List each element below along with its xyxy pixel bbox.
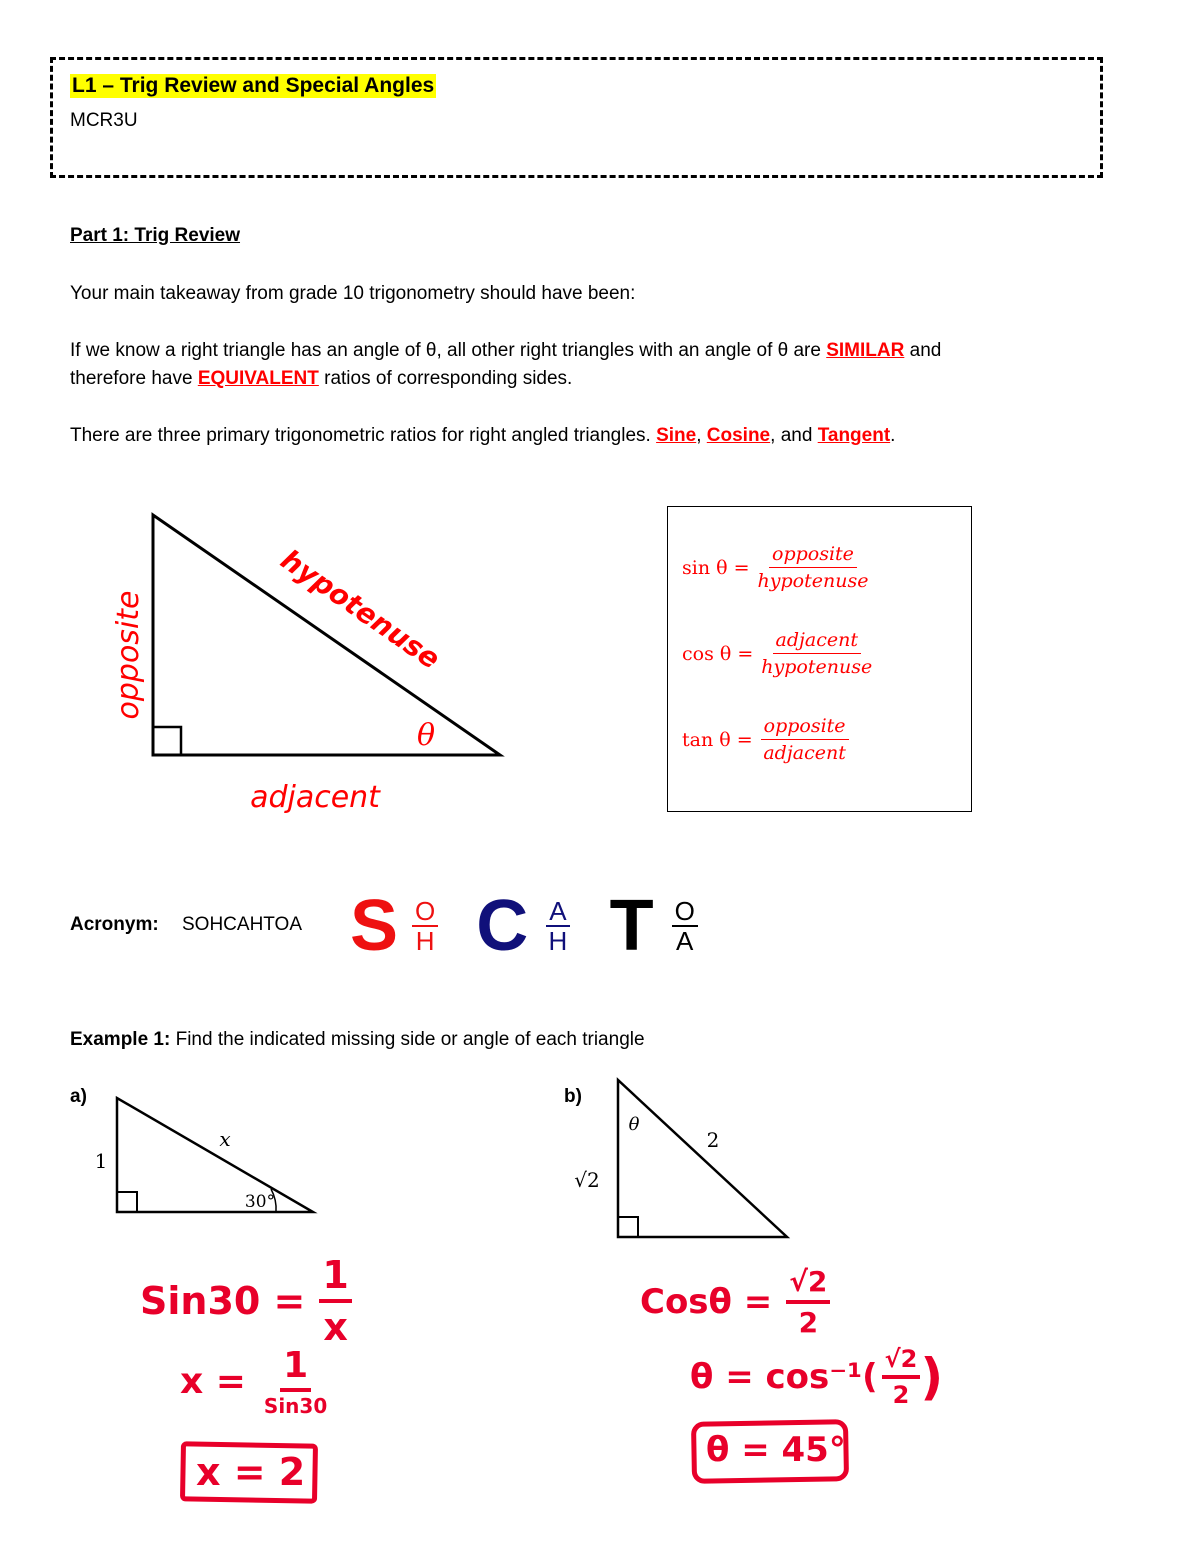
acronym-letter-c: C bbox=[476, 886, 529, 966]
example-b-hyp-label: 2 bbox=[706, 1128, 720, 1152]
cosine-word: Cosine bbox=[706, 425, 771, 446]
work-a-line2-fraction bbox=[264, 1345, 327, 1418]
work-a-line1-den: x bbox=[323, 1305, 348, 1349]
example-a-hyp-label: x bbox=[219, 1127, 231, 1151]
example1-heading-bold: Example 1: bbox=[70, 1029, 171, 1050]
work-a-line2-den: Sin30 bbox=[263, 1394, 328, 1418]
example-b-side-label: √2 bbox=[574, 1168, 600, 1192]
example-b-triangle bbox=[618, 1080, 787, 1237]
work-a-line1-num: 1 bbox=[319, 1253, 351, 1303]
tan-formula bbox=[682, 715, 849, 764]
acronym-word: SOHCAHTOA bbox=[182, 914, 303, 935]
ratios-comma: , bbox=[696, 425, 707, 446]
example-b-angle-label: θ bbox=[628, 1114, 640, 1135]
example-a-label: a) bbox=[70, 1086, 87, 1107]
work-b-line2 bbox=[690, 1345, 943, 1409]
cos-numerator: adjacent bbox=[773, 629, 861, 654]
acronym-o-1: O bbox=[412, 897, 438, 927]
sine-word: Sine bbox=[656, 425, 697, 446]
acronym-a-2: A bbox=[676, 926, 694, 956]
cos-formula bbox=[682, 629, 872, 678]
answer-a: x = 2 bbox=[196, 1450, 306, 1494]
work-b-line1-lhs: Cosθ = bbox=[640, 1282, 773, 1322]
similar-word: SIMILAR bbox=[826, 340, 905, 361]
example-a-side-label: 1 bbox=[94, 1149, 108, 1173]
acronym-letter-s: S bbox=[350, 886, 399, 966]
work-b-line2-lhs: θ = cos⁻¹( bbox=[690, 1357, 878, 1397]
tan-fraction bbox=[761, 715, 849, 764]
acronym-h-2: H bbox=[548, 926, 568, 956]
work-a-line1 bbox=[140, 1253, 352, 1349]
acronym-h-1: H bbox=[415, 926, 435, 956]
similar-text-1: If we know a right triangle has an angle of θ, all other right triangles with an angle of θ are bbox=[70, 340, 827, 361]
sin-formula bbox=[682, 543, 868, 592]
theta-label: θ bbox=[416, 718, 436, 753]
part1-intro: Your main takeaway from grade 10 trigonometry should have been: bbox=[70, 283, 636, 304]
work-b-line1 bbox=[640, 1265, 830, 1339]
work-b-line2-den: 2 bbox=[892, 1381, 910, 1409]
similar-text-4: ratios of corresponding sides. bbox=[318, 368, 573, 389]
work-a-line2-num: 1 bbox=[280, 1345, 311, 1392]
tan-denominator: adjacent bbox=[763, 742, 846, 764]
acronym-letter-t: T bbox=[609, 886, 654, 966]
work-b-line1-num: √2 bbox=[786, 1265, 830, 1304]
similar-text-2: and bbox=[904, 340, 942, 361]
acronym-o-2: O bbox=[672, 897, 698, 927]
cos-fraction bbox=[761, 629, 872, 678]
cos-denominator: hypotenuse bbox=[761, 656, 873, 678]
work-a-line2-lhs: x = bbox=[180, 1361, 246, 1402]
example-b-right-angle-marker bbox=[618, 1217, 638, 1237]
sin-numerator: opposite bbox=[769, 543, 857, 568]
work-a-line1-lhs: Sin30 = bbox=[140, 1279, 306, 1323]
adjacent-label: adjacent bbox=[250, 780, 380, 815]
equivalent-word: EQUIVALENT bbox=[197, 368, 319, 389]
example-a-triangle bbox=[117, 1098, 313, 1212]
example1-heading-text: Find the indicated missing side or angle of each triangle bbox=[170, 1029, 645, 1050]
work-b-line2-num: √2 bbox=[882, 1345, 921, 1379]
ratios-and: , and bbox=[770, 425, 818, 446]
acronym-label: Acronym: bbox=[70, 914, 159, 935]
work-b-line2-close: ) bbox=[920, 1348, 944, 1406]
example1-heading bbox=[70, 1026, 645, 1054]
opposite-label: opposite bbox=[111, 590, 146, 720]
main-triangle bbox=[153, 515, 500, 755]
tangent-word: Tangent bbox=[817, 425, 891, 446]
sin-fraction bbox=[758, 543, 869, 592]
cos-formula-lhs: cos θ = bbox=[682, 642, 754, 665]
ratios-period: . bbox=[890, 425, 896, 446]
formula-box bbox=[667, 506, 972, 812]
right-angle-marker bbox=[153, 727, 181, 755]
answer-b: θ = 45° bbox=[706, 1430, 846, 1470]
example-b-label: b) bbox=[564, 1086, 582, 1107]
example-a-angle-label: 30° bbox=[244, 1192, 276, 1212]
acronym-a-1: A bbox=[546, 897, 569, 927]
sin-formula-lhs: sin θ = bbox=[682, 556, 750, 579]
sin-denominator: hypotenuse bbox=[757, 570, 869, 592]
work-a-line2 bbox=[180, 1345, 327, 1418]
acronym-fraction-oh bbox=[412, 897, 438, 955]
ratios-text: There are three primary trigonometric ratios for right angled triangles. bbox=[70, 425, 657, 446]
part1-heading: Part 1: Trig Review bbox=[70, 225, 241, 246]
work-b-line2-fraction bbox=[882, 1345, 921, 1409]
hypotenuse-label: hypotenuse bbox=[274, 542, 447, 676]
sohcahtoa-graphic bbox=[350, 886, 698, 966]
work-b-line1-den: 2 bbox=[798, 1306, 819, 1339]
course-code: MCR3U bbox=[70, 110, 138, 131]
acronym-fraction-ah bbox=[546, 897, 569, 955]
similar-text-3: therefore have bbox=[70, 368, 198, 389]
work-a-line1-fraction bbox=[319, 1253, 351, 1349]
tan-numerator: opposite bbox=[761, 715, 849, 740]
acronym-fraction-oa bbox=[672, 897, 698, 955]
example-a-right-angle-marker bbox=[117, 1192, 137, 1212]
work-b-line1-fraction bbox=[786, 1265, 830, 1339]
page-title: L1 – Trig Review and Special Angles bbox=[72, 74, 435, 97]
tan-formula-lhs: tan θ = bbox=[682, 728, 753, 751]
